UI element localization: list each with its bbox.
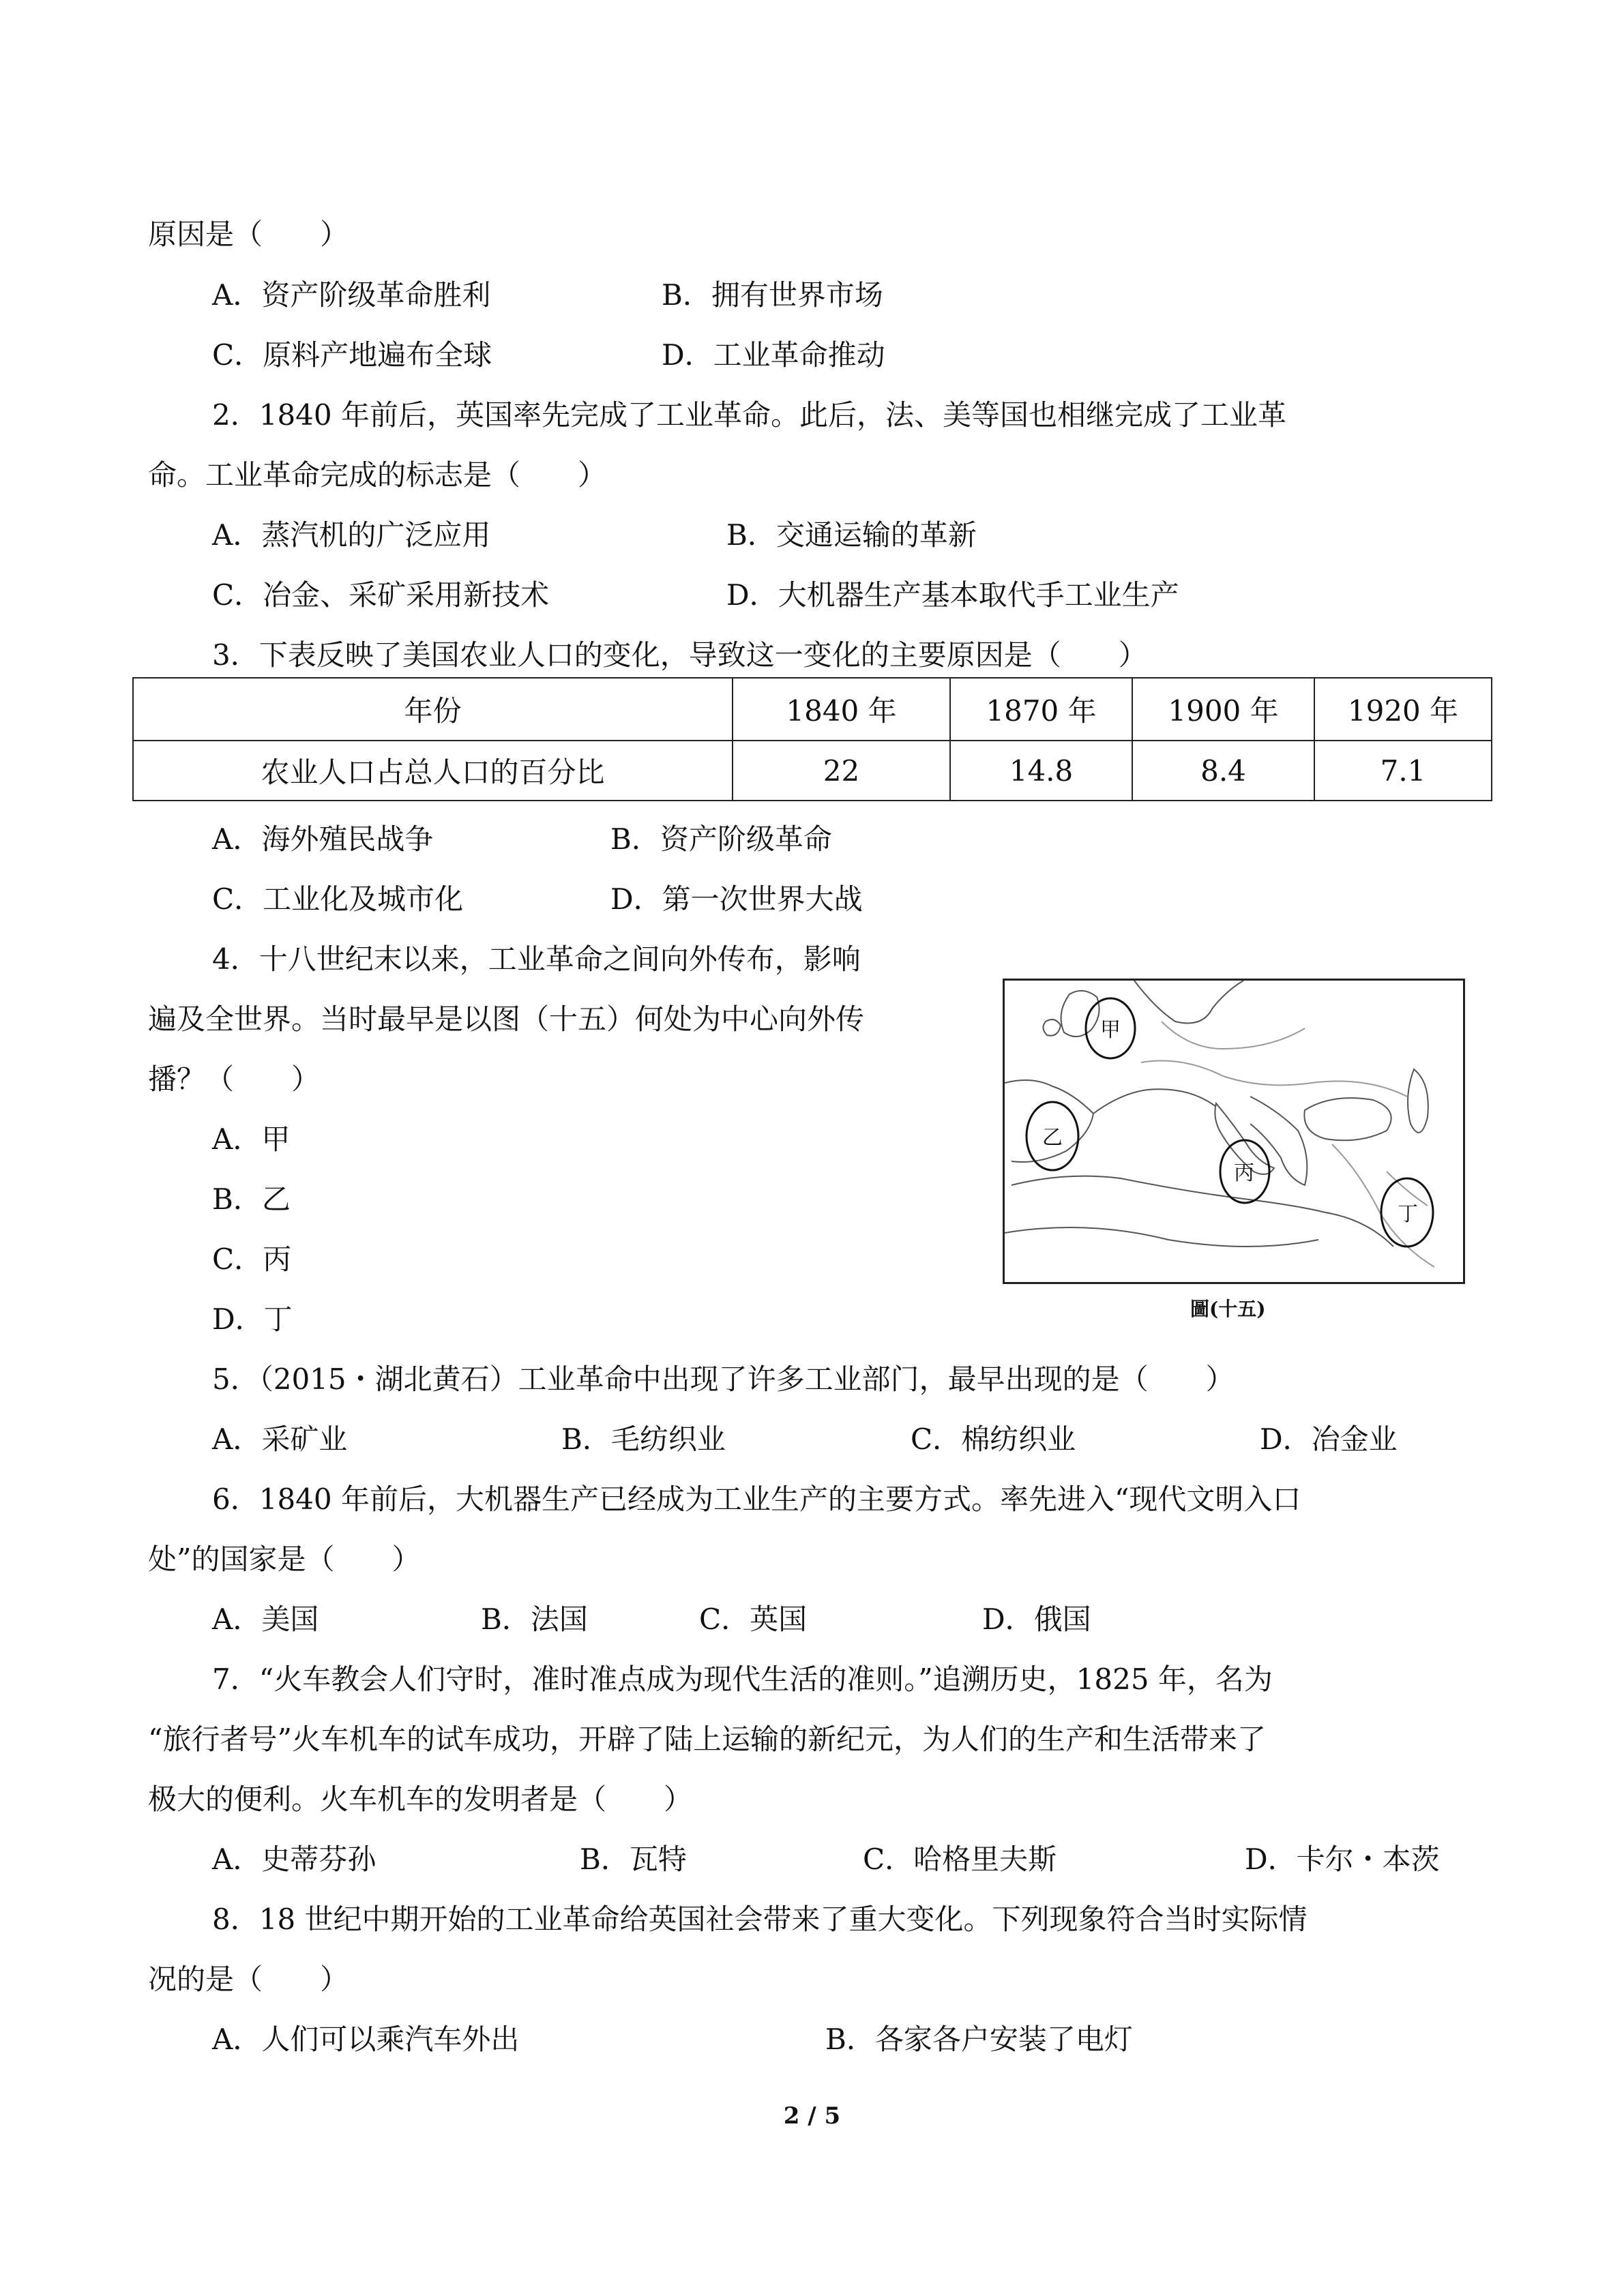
- q1-stem-tail: 原因是（ ）: [148, 218, 349, 251]
- q5-stem: 5．（2015・湖北黄石）工业革命中出现了许多工业部门，最早出现的是（ ）: [212, 1362, 1235, 1396]
- q8-option-a[interactable]: A．人们可以乘汽车外出: [212, 2023, 520, 2056]
- q2-stem-line-1: 2．1840 年前后，英国率先完成了工业革命。此后，法、美等国也相继完成了工业革: [212, 398, 1286, 432]
- map-coastline: [1043, 1019, 1061, 1036]
- map-coastline: [1005, 1227, 1318, 1247]
- europe-map-figure: [1003, 979, 1465, 1284]
- map-label-ding: 丁: [1398, 1202, 1418, 1226]
- q2-option-b[interactable]: B．交通运输的革新: [726, 518, 977, 552]
- table-cell: 7.1: [1314, 741, 1492, 801]
- q5-option-d[interactable]: D．冶金业: [1260, 1422, 1398, 1456]
- q3-option-a[interactable]: A．海外殖民战争: [212, 822, 434, 856]
- q6-option-c[interactable]: C．英国: [699, 1602, 808, 1636]
- map-caption: 圖(十五): [1190, 1298, 1266, 1320]
- q8-option-b[interactable]: B．各家各户安装了电灯: [825, 2023, 1133, 2056]
- map-coastline: [1005, 1080, 1093, 1162]
- map-border: [1387, 1172, 1428, 1206]
- q5-option-a[interactable]: A．采矿业: [212, 1422, 348, 1456]
- map-coastline: [1061, 991, 1099, 1037]
- table-header-cell: 1920 年: [1314, 678, 1492, 741]
- q3-option-c[interactable]: C．工业化及城市化: [212, 882, 464, 916]
- q4-option-a[interactable]: A．甲: [212, 1122, 291, 1156]
- q1-option-c[interactable]: C．原料产地遍布全球: [212, 338, 492, 372]
- q3-option-b[interactable]: B．资产阶级革命: [610, 822, 832, 856]
- map-illustration: [1005, 981, 1463, 1282]
- q7-option-c[interactable]: C．哈格里夫斯: [863, 1843, 1057, 1876]
- q7-stem-line-1: 7．“火车教会人们守时，准时准点成为现代生活的准则。”追溯历史，1825 年，名为: [212, 1663, 1273, 1696]
- q7-stem-line-2: “旅行者号”火车机车的试车成功，开辟了陆上运输的新纪元，为人们的生产和生活带来了: [148, 1723, 1266, 1756]
- q1-option-d[interactable]: D．工业革命推动: [662, 338, 885, 372]
- table-header-cell: 1840 年: [733, 678, 950, 741]
- map-coastline: [1012, 1176, 1393, 1247]
- table-header-cell: 1870 年: [950, 678, 1132, 741]
- map-label-bing: 丙: [1234, 1161, 1254, 1185]
- q8-stem-line-1: 8．18 世纪中期开始的工业革命给英国社会带来了重大变化。下列现象符合当时实际情: [212, 1903, 1308, 1936]
- table-cell: 22: [733, 741, 950, 801]
- q7-option-a[interactable]: A．史蒂芬孙: [212, 1843, 377, 1876]
- map-border: [1162, 1022, 1305, 1049]
- map-coastline: [1093, 1089, 1216, 1114]
- table-header-cell: 年份: [133, 678, 733, 741]
- page-number: 2 / 5: [783, 2102, 841, 2130]
- q6-stem-line-1: 6．1840 年前后，大机器生产已经成为工业生产的主要方式。率先进入“现代文明入口: [212, 1482, 1301, 1516]
- population-table: [132, 677, 1492, 801]
- q8-stem-line-2: 况的是（ ）: [148, 1963, 349, 1996]
- map-coastline: [1304, 1098, 1391, 1140]
- q2-option-c[interactable]: C．冶金、采矿采用新技术: [212, 578, 550, 612]
- q4-option-b[interactable]: B．乙: [212, 1182, 291, 1216]
- map-coastline: [1408, 1069, 1428, 1133]
- q4-stem-line-2: 遍及全世界。当时最早是以图（十五）何处为中心向外传: [148, 1002, 865, 1036]
- q3-option-d[interactable]: D．第一次世界大战: [610, 882, 863, 916]
- table-cell: 14.8: [950, 741, 1132, 801]
- q2-option-d[interactable]: D．大机器生产基本取代手工业生产: [726, 578, 1179, 612]
- table-cell: 8.4: [1132, 741, 1314, 801]
- q4-option-d[interactable]: D．丁: [212, 1302, 293, 1336]
- q2-stem-line-2: 命。工业革命完成的标志是（ ）: [148, 458, 607, 492]
- q3-stem: 3．下表反映了美国农业人口的变化，导致这一变化的主要原因是（ ）: [212, 638, 1147, 672]
- table-cell: 农业人口占总人口的百分比: [133, 741, 733, 801]
- map-border: [1332, 1144, 1434, 1267]
- q1-option-b[interactable]: B．拥有世界市场: [662, 278, 883, 312]
- q7-option-d[interactable]: D．卡尔・本茨: [1245, 1843, 1440, 1876]
- table-header-cell: 1900 年: [1132, 678, 1314, 741]
- map-coastline: [1134, 981, 1243, 1024]
- q4-stem-line-1: 4．十八世纪末以来，工业革命之间向外传布，影响: [212, 942, 861, 976]
- q5-option-b[interactable]: B．毛纺织业: [561, 1422, 726, 1456]
- table-header-row: [133, 678, 1492, 741]
- q2-option-a[interactable]: A．蒸汽机的广泛应用: [212, 518, 491, 552]
- q4-stem-line-3: 播？（ ）: [148, 1062, 321, 1096]
- map-label-yi: 乙: [1042, 1126, 1063, 1150]
- q6-option-a[interactable]: A．美国: [212, 1602, 319, 1636]
- q7-stem-line-3: 极大的便利。火车机车的发明者是（ ）: [148, 1783, 693, 1816]
- map-coastline: [1250, 1097, 1307, 1185]
- q5-option-c[interactable]: C．棉纺织业: [911, 1422, 1076, 1456]
- q1-option-a[interactable]: A．资产阶级革命胜利: [212, 278, 491, 312]
- table-row: [133, 741, 1492, 801]
- q6-option-d[interactable]: D．俄国: [982, 1602, 1091, 1636]
- q4-option-c[interactable]: C．丙: [212, 1242, 292, 1276]
- q7-option-b[interactable]: B．瓦特: [580, 1843, 687, 1876]
- q6-stem-line-2: 处”的国家是（ ）: [148, 1542, 421, 1576]
- map-label-jia: 甲: [1100, 1018, 1121, 1042]
- q6-option-b[interactable]: B．法国: [481, 1602, 588, 1636]
